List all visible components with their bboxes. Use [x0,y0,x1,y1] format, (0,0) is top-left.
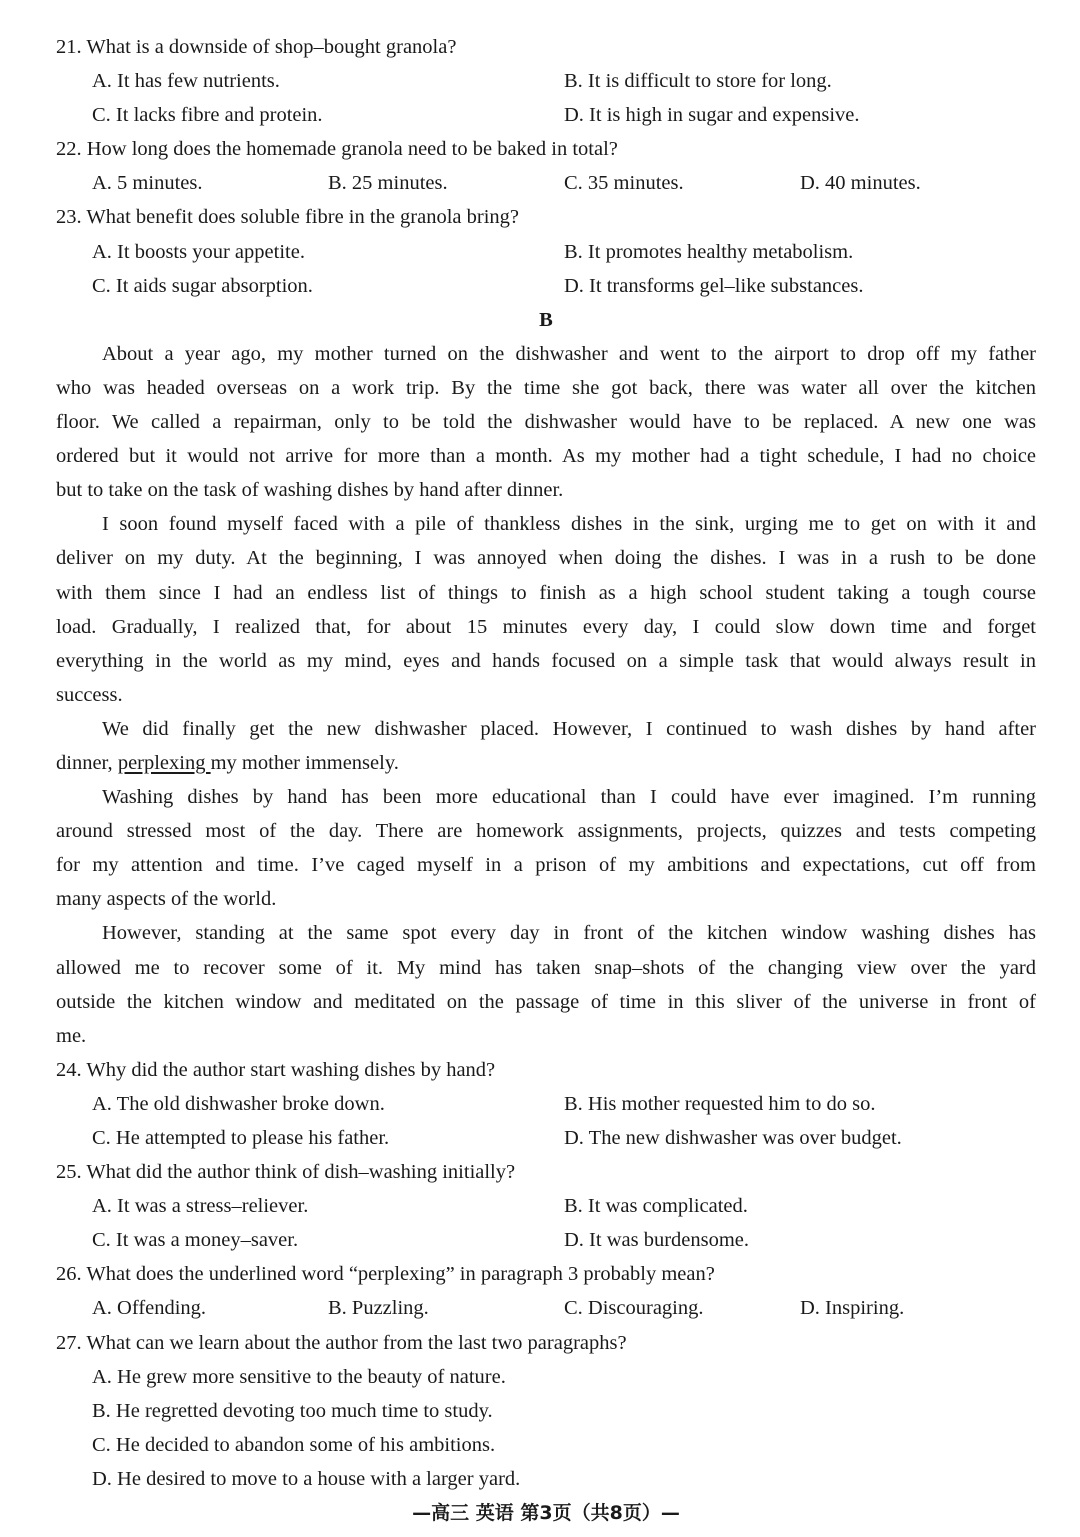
passage-p4-line-3: for my attention and time. I’ve caged myself in a prison of my ambitions and expectations, cut off from [56,854,1036,877]
option-24a: A. The old dishwasher broke down. [92,1092,385,1115]
option-22a: A. 5 minutes. [92,172,203,195]
passage-p2-line-1: I soon found myself faced with a pile of thankless dishes in the sink, urging me to get on with it and [102,513,1036,536]
question-25-options-row-1 [56,1189,1036,1223]
question-23-options-row-2 [56,269,1036,303]
option-25a: A. It was a stress–reliever. [92,1195,309,1218]
question-24-options-row-1 [56,1087,1036,1121]
question-27: 27. What can we learn about the author from the last two paragraphs? [56,1331,627,1354]
option-27b: B. He regretted devoting too much time to study. [92,1399,493,1422]
option-21b: B. It is difficult to store for long. [564,70,832,93]
option-24c: C. He attempted to please his father. [92,1127,390,1149]
option-27a: A. He grew more sensitive to the beauty of nature. [92,1365,506,1388]
question-23: 23. What benefit does soluble fibre in the granola bring? [56,206,520,229]
option-22b: B. 25 minutes. [328,172,448,195]
page-footer: —高三 英语 第3页（共8页）— [412,1502,680,1525]
passage-p4-line-2: around stressed most of the day. There are homework assignments, projects, quizzes and tests competing [56,820,1036,843]
question-26: 26. What does the underlined word “perplexing” in paragraph 3 probably mean? [56,1263,715,1286]
passage-p3-text-after: my mother immensely. [210,751,399,774]
option-27d: D. He desired to move to a house with a larger yard. [92,1467,521,1490]
passage-p1-line-3: floor. We called a repairman, only to be told the dishwasher would have to be replaced. A new one was [56,411,1036,434]
option-26b: B. Puzzling. [328,1297,429,1320]
question-22-options [56,166,1036,200]
passage-p5-line-2: allowed me to recover some of it. My mind has taken snap–shots of the changing view over the yard [56,956,1036,979]
option-26d: D. Inspiring. [800,1297,905,1320]
option-23c: C. It aids sugar absorption. [92,274,313,297]
option-27c: C. He decided to abandon some of his ambitions. [92,1433,496,1456]
question-25-options-row-2 [56,1223,1036,1257]
question-24: 24. Why did the author start washing dishes by hand? [56,1058,496,1081]
question-23-options-row-1 [56,235,1036,269]
option-22d: D. 40 minutes. [800,172,921,195]
option-25d: D. It was burdensome. [564,1229,750,1252]
passage-p3-text-before: dinner, [56,751,118,774]
passage-p4-line-4: many aspects of the world. [56,888,277,911]
question-21-options-row-2 [56,98,1036,132]
passage-p5-line-3: outside the kitchen window and meditated on the passage of time in this sliver of the universe in front of [56,990,1036,1013]
option-21d: D. It is high in sugar and expensive. [564,104,860,127]
passage-p3-line-2 [56,746,1036,780]
question-21-options-row-1 [56,64,1036,98]
passage-p3-line-1: We did finally get the new dishwasher placed. However, I continued to wash dishes by hand after [102,717,1036,740]
passage-p5-line-1: However, standing at the same spot every day in front of the kitchen window washing dishes has [102,922,1036,945]
option-24d: D. The new dishwasher was over budget. [564,1127,902,1149]
passage-p2-line-3: with them since I had an endless list of things to finish as a high school student taking a tough course [56,581,1036,604]
option-23d: D. It transforms gel–like substances. [564,274,864,297]
passage-p1-line-1: About a year ago, my mother turned on the dishwasher and went to the airport to drop off my father [102,342,1036,365]
option-25b: B. It was complicated. [564,1195,748,1218]
option-23a: A. It boosts your appetite. [92,240,305,263]
passage-p5-line-4: me. [56,1024,87,1047]
option-26c: C. Discouraging. [564,1297,704,1320]
passage-p4-line-1: Washing dishes by hand has been more educational than I could have ever imagined. I’m running [102,786,1036,809]
option-22c: C. 35 minutes. [564,172,684,195]
option-21c: C. It lacks fibre and protein. [92,104,323,127]
option-23b: B. It promotes healthy metabolism. [564,240,854,263]
question-22: 22. How long does the homemade granola need to be baked in total? [56,138,618,161]
option-26a: A. Offending. [92,1297,207,1320]
passage-p1-line-2: who was headed overseas on a work trip. By the time she got back, there was water all over the kitchen [56,376,1036,399]
passage-p2-line-4: load. Gradually, I realized that, for about 15 minutes every day, I could slow down time and forget [56,615,1036,638]
underlined-word-perplexing: perplexing [117,751,211,774]
passage-p1-line-4: ordered but it would not arrive for more than a month. As my mother had a tight schedule, I had no choice [56,445,1036,468]
question-24-options-row-2 [56,1121,1036,1155]
passage-p2-line-6: success. [56,683,123,706]
question-26-options [56,1291,1036,1325]
section-heading: B [539,308,553,331]
question-21: 21. What is a downside of shop–bought granola? [56,36,457,58]
option-21a: A. It has few nutrients. [92,70,280,93]
passage-p2-line-2: deliver on my duty. At the beginning, I was annoyed when doing the dishes. I was in a rush to be done [56,547,1036,570]
question-25: 25. What did the author think of dish–washing initially? [56,1161,516,1184]
passage-p1-line-5: but to take on the task of washing dishes by hand after dinner. [56,479,564,502]
option-25c: C. It was a money–saver. [92,1229,299,1252]
option-24b: B. His mother requested him to do so. [564,1092,876,1115]
passage-p2-line-5: everything in the world as my mind, eyes and hands focused on a simple task that would always result in [56,649,1036,672]
